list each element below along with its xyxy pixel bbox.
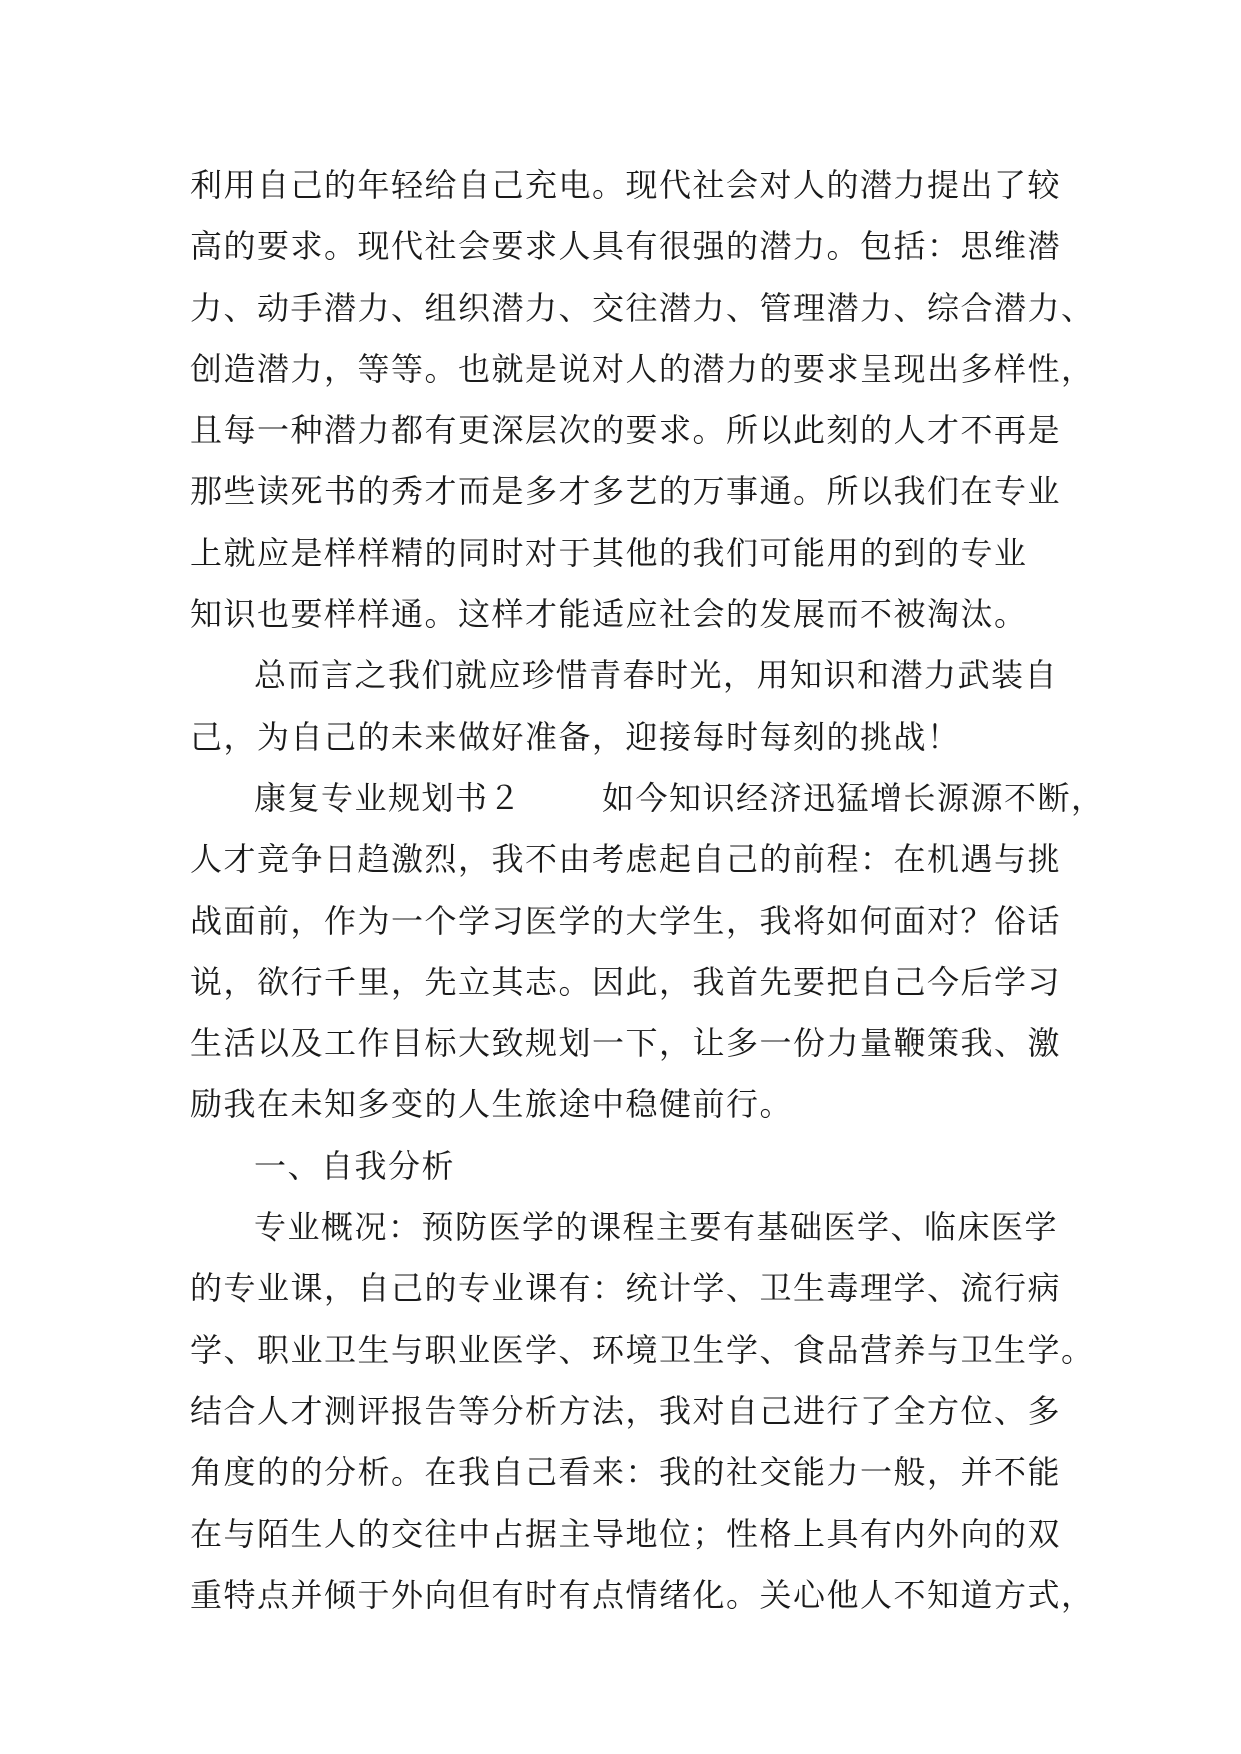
text-line: 人才竞争日趋激烈，我不由考虑起自己的前程：在机遇与挑 xyxy=(190,840,1062,879)
text-line: 生活以及工作目标大致规划一下，让多一份力量鞭策我、激 xyxy=(190,1024,1062,1063)
text-line: 励我在未知多变的人生旅途中稳健前行。 xyxy=(190,1085,794,1124)
section-title: 康复专业规划书２ xyxy=(254,778,523,817)
text-line: 的专业课，自己的专业课有：统计学、卫生毒理学、流行病 xyxy=(190,1269,1062,1308)
section-intro-text: 如今知识经济迅猛增长源源不断， xyxy=(602,778,1105,817)
text-line: 那些读死书的秀才而是多才多艺的万事通。所以我们在专业 xyxy=(190,472,1062,511)
text-line: 己，为自己的未来做好准备，迎接每时每刻的挑战！ xyxy=(190,717,961,756)
text-line: 知识也要样样通。这样才能适应社会的发展而不被淘汰。 xyxy=(190,595,1028,634)
text-line: 结合人才测评报告等分析方法，我对自己进行了全方位、多 xyxy=(190,1391,1062,1430)
text-line: 说，欲行千里，先立其志。因此，我首先要把自己今后学习 xyxy=(190,962,1062,1001)
text-line: 且每一种潜力都有更深层次的要求。所以此刻的人才不再是 xyxy=(190,411,1062,450)
text-line: 利用自己的年轻给自己充电。现代社会对人的潜力提出了较 xyxy=(190,166,1062,204)
paragraph-start-line: 总而言之我们就应珍惜青春时光，用知识和潜力武装自 xyxy=(254,656,1059,695)
paragraph-start-line: 专业概况：预防医学的课程主要有基础医学、临床医学 xyxy=(254,1208,1059,1247)
text-line: 上就应是样样精的同时对于其他的我们可能用的到的专业 xyxy=(190,533,1028,572)
text-line: 角度的的分析。在我自己看来：我的社交能力一般，并不能 xyxy=(190,1453,1062,1492)
text-line: 创造潜力，等等。也就是说对人的潜力的要求呈现出多样性， xyxy=(190,349,1095,388)
text-line: 高的要求。现代社会要求人具有很强的潜力。包括：思维潜 xyxy=(190,227,1062,266)
document-page xyxy=(190,155,1105,1626)
text-line: 在与陌生人的交往中占据主导地位；性格上具有内外向的双 xyxy=(190,1514,1062,1553)
text-line: 战面前，作为一个学习医学的大学生，我将如何面对？俗话 xyxy=(190,901,1062,940)
subheading-self-analysis: 一、自我分析 xyxy=(254,1146,456,1185)
text-line: 重特点并倾于外向但有时有点情绪化。关心他人不知道方式， xyxy=(190,1575,1095,1614)
text-line: 力、动手潜力、组织潜力、交往潜力、管理潜力、综合潜力、 xyxy=(190,288,1095,327)
section-heading-line xyxy=(190,768,1105,829)
text-line: 学、职业卫生与职业医学、环境卫生学、食品营养与卫生学。 xyxy=(190,1330,1095,1369)
